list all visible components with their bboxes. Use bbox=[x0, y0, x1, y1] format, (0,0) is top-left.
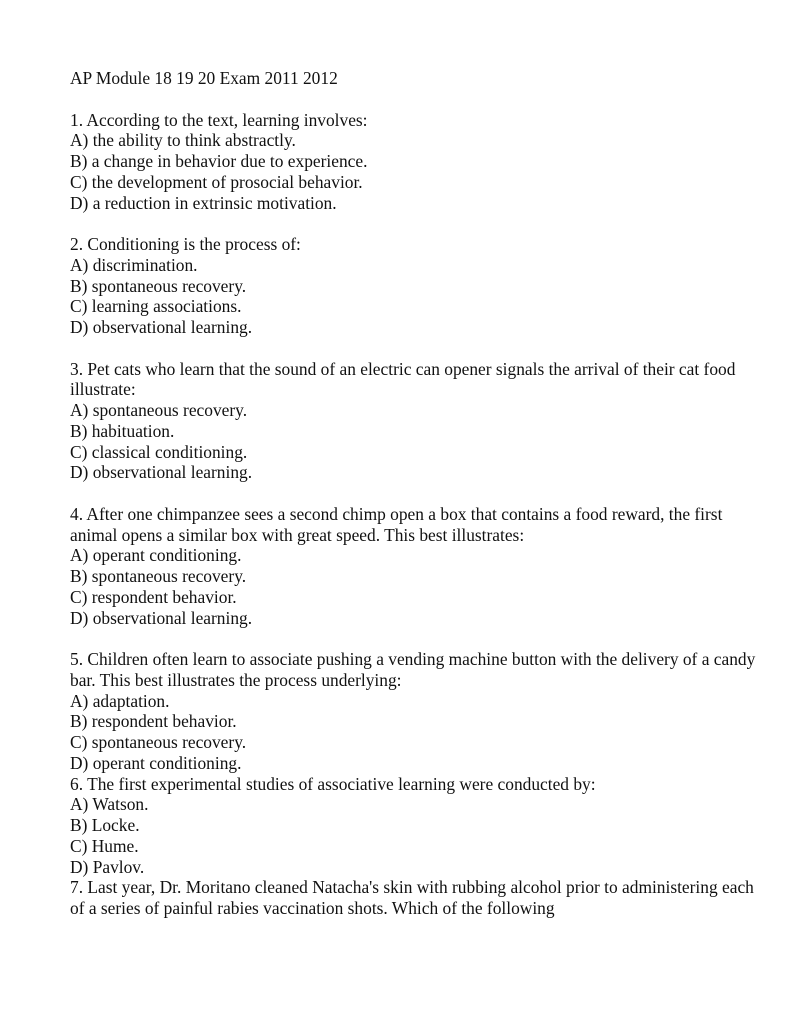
question-6 bbox=[70, 774, 760, 878]
question-stem: 4. After one chimpanzee sees a second chimp open a box that contains a food reward, the first animal opens a similar box with great speed. This best illustrates: bbox=[70, 503, 723, 545]
question-stem: 2. Conditioning is the process of: bbox=[70, 234, 301, 254]
answer-option: B) a change in behavior due to experience. bbox=[70, 151, 368, 171]
answer-option: D) operant conditioning. bbox=[70, 752, 242, 773]
answer-option: C) the development of prosocial behavior. bbox=[70, 171, 363, 192]
answer-option: C) learning associations. bbox=[70, 296, 242, 317]
question-2 bbox=[70, 234, 760, 338]
answer-option: A) the ability to think abstractly. bbox=[70, 130, 296, 151]
question-stem: 5. Children often learn to associate pushing a vending machine button with the delivery of a candy bar. This best illustrates the process underlying: bbox=[70, 649, 756, 690]
answer-option: B) spontaneous recovery. bbox=[70, 275, 247, 296]
question-7 bbox=[70, 877, 760, 919]
answer-option: D) observational learning. bbox=[70, 607, 253, 628]
question-4 bbox=[70, 504, 760, 629]
answer-option: C) spontaneous recovery. bbox=[70, 732, 247, 752]
answer-option: B) spontaneous recovery. bbox=[70, 566, 247, 586]
answer-option: A) spontaneous recovery. bbox=[70, 400, 248, 420]
document-title: AP Module 18 19 20 Exam 2011 2012 bbox=[70, 68, 338, 88]
answer-option: A) Watson. bbox=[70, 794, 149, 815]
question-3 bbox=[70, 359, 760, 484]
answer-option: C) classical conditioning. bbox=[70, 441, 248, 462]
question-1 bbox=[70, 110, 760, 214]
answer-option: D) Pavlov. bbox=[70, 856, 145, 877]
answer-option: A) operant conditioning. bbox=[70, 545, 242, 566]
question-5 bbox=[70, 649, 760, 774]
question-stem: 6. The first experimental studies of associative learning were conducted by: bbox=[70, 773, 596, 794]
answer-option: D) observational learning. bbox=[70, 317, 253, 337]
answer-option: B) respondent behavior. bbox=[70, 711, 237, 732]
question-stem: 7. Last year, Dr. Moritano cleaned Natacha's skin with rubbing alcohol prior to administering each of a series of painful rabies vaccination shots. Which of the following bbox=[70, 877, 754, 918]
question-stem: 1. According to the text, learning involves: bbox=[70, 109, 368, 130]
answer-option: A) adaptation. bbox=[70, 690, 170, 711]
answer-option: C) Hume. bbox=[70, 835, 139, 856]
answer-option: B) habituation. bbox=[70, 420, 175, 441]
answer-option: A) discrimination. bbox=[70, 254, 198, 275]
question-stem: 3. Pet cats who learn that the sound of an electric can opener signals the arrival of their cat food illustrate: bbox=[70, 358, 736, 400]
answer-option: B) Locke. bbox=[70, 815, 140, 835]
answer-option: D) observational learning. bbox=[70, 462, 253, 483]
document-page bbox=[70, 68, 760, 919]
answer-option: D) a reduction in extrinsic motivation. bbox=[70, 192, 337, 213]
answer-option: C) respondent behavior. bbox=[70, 586, 237, 607]
